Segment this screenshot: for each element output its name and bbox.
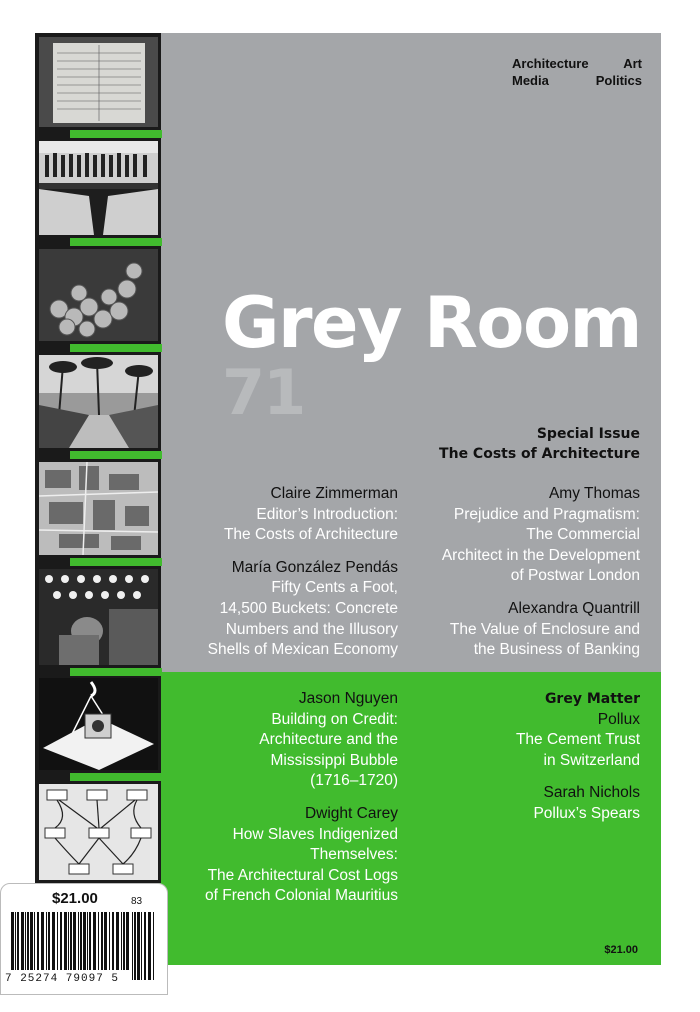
photo-coins <box>39 249 158 341</box>
article-entry <box>400 689 640 771</box>
green-divider <box>70 238 162 246</box>
photo-control-room <box>39 569 158 665</box>
barcode-addon-number: 83 <box>131 896 143 907</box>
green-divider <box>70 558 162 566</box>
contents-right-green <box>400 689 640 837</box>
article-title-line: Pollux’s Spears <box>533 804 640 822</box>
article-entry <box>158 804 398 907</box>
article-title-line: Architecture and the <box>259 731 398 749</box>
contents-left-grey <box>158 484 398 673</box>
price-sticker <box>0 883 168 995</box>
photo-workers <box>39 141 158 235</box>
sticker-price: $21.00 <box>52 890 98 907</box>
article-author: Claire Zimmerman <box>270 485 398 502</box>
tagline <box>512 55 642 89</box>
tagline-politics: Politics <box>595 73 642 88</box>
photo-strip <box>35 33 161 965</box>
green-divider <box>70 130 162 138</box>
article-title-line: The Architectural Cost Logs <box>207 866 398 884</box>
article-title-line: How Slaves Indigenized <box>232 825 398 843</box>
special-issue-label: Special Issue <box>536 426 640 442</box>
article-title-line: The Commercial <box>526 526 640 544</box>
photo-scale-illustration <box>39 678 158 770</box>
article-title-line: Editor’s Introduction: <box>256 505 398 523</box>
tagline-art: Art <box>623 56 642 71</box>
article-title-line: Shells of Mexican Economy <box>207 641 398 659</box>
article-title-line: The Costs of Architecture <box>223 526 398 544</box>
article-title-line: The Cement Trust <box>515 731 640 749</box>
article-title-line: in Switzerland <box>543 751 640 769</box>
article-entry <box>400 783 640 824</box>
green-divider <box>70 668 162 676</box>
article-author: Amy Thomas <box>548 485 640 502</box>
section-heading-grey-matter: Grey Matter <box>544 691 640 707</box>
article-entry <box>400 484 640 587</box>
article-author: Jason Nguyen <box>298 690 398 707</box>
article-title-line: of French Colonial Mauritius <box>205 887 398 905</box>
masthead-title: Grey Room <box>222 282 641 364</box>
article-title-line: Numbers and the Illusory <box>225 620 398 638</box>
article-title-line: Prejudice and Pragmatism: <box>453 505 640 523</box>
article-title-line: of Postwar London <box>510 567 640 585</box>
article-author: Alexandra Quantrill <box>508 599 640 617</box>
article-title-line: Architect in the Development <box>441 546 640 564</box>
article-title-line: Themselves: <box>310 846 398 864</box>
article-author: Dwight Carey <box>304 804 398 822</box>
issue-number: 71 <box>222 356 305 429</box>
article-entry <box>158 558 398 661</box>
barcode-icon <box>11 912 129 970</box>
tagline-architecture: Architecture <box>512 56 589 71</box>
special-issue-theme: The Costs of Architecture <box>439 446 640 462</box>
article-title-line: Building on Credit: <box>271 710 398 728</box>
article-title-line: (1716–1720) <box>310 772 398 790</box>
contents-left-green <box>158 689 398 919</box>
green-divider <box>70 344 162 352</box>
barcode-addon-icon <box>132 912 154 980</box>
article-author: Sarah Nichols <box>543 784 640 802</box>
photo-flow-diagram <box>39 784 158 880</box>
article-title-line: The Value of Enclosure and <box>449 620 640 638</box>
photo-ledger <box>39 37 158 127</box>
article-title-line: Fifty Cents a Foot, <box>271 579 398 597</box>
article-entry <box>158 689 398 792</box>
article-title-line: the Business of Banking <box>473 641 640 659</box>
article-entry <box>400 599 640 661</box>
contents-right-grey <box>400 484 640 673</box>
article-title-line: 14,500 Buckets: Concrete <box>219 599 398 617</box>
tagline-media: Media <box>512 73 549 88</box>
green-divider <box>70 451 162 459</box>
special-issue-heading <box>439 424 640 464</box>
photo-map <box>39 462 158 555</box>
green-divider <box>70 773 162 781</box>
cover-price: $21.00 <box>604 944 638 956</box>
photo-street-palms <box>39 355 158 448</box>
article-author: Pollux <box>597 710 640 728</box>
barcode-number: 7 25274 79097 5 <box>5 973 120 985</box>
article-entry <box>158 484 398 546</box>
article-author: María González Pendás <box>231 558 398 576</box>
article-title-line: Mississippi Bubble <box>270 751 398 769</box>
